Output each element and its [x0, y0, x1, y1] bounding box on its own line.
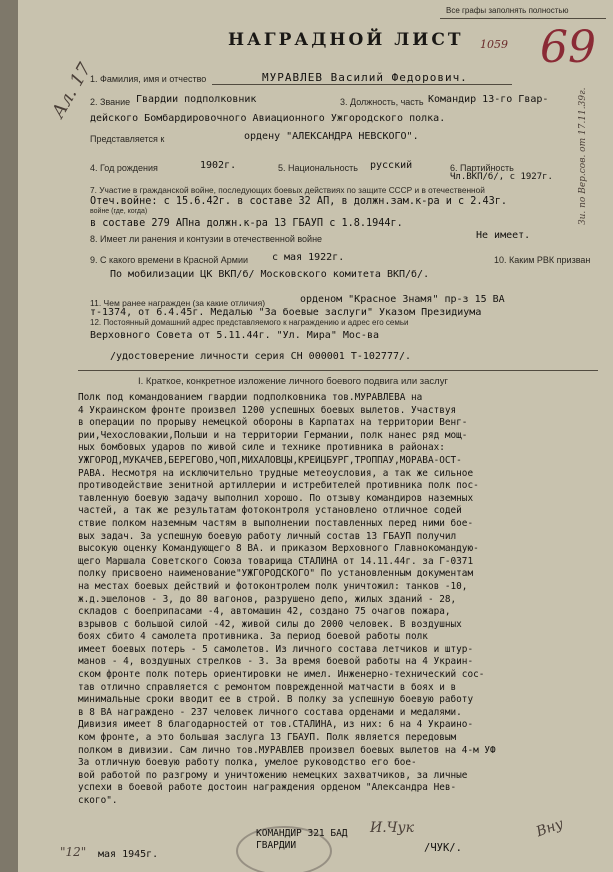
handwritten-signature: И.Чук	[370, 820, 414, 836]
document-title: НАГРАДНОЙ ЛИСТ	[228, 30, 464, 50]
body-line: взрывов с большой силой -42, живой силы до 2000 человек. В воздушных	[78, 618, 462, 630]
date-text: мая 1945г.	[98, 849, 159, 860]
body-line: тавленную боевую задачу выполнил хорошо. По отзыву командиров наземных	[78, 492, 474, 504]
feat-description	[78, 392, 598, 808]
body-line: Дивизия имеет 8 благодарностей от тов.СТАЛИНА, из них: 6 на 4 Украино-	[78, 719, 474, 731]
field-value-wounds: Не имеет.	[476, 230, 531, 241]
field-label: 11. Чем ранее награжден (за какие отличия)	[90, 298, 266, 308]
body-line: полком в дивизии. Сам лично тов.МУРАВЛЕВ произвел боевых вылетов на 4-м УФ	[78, 744, 496, 756]
field-label: 8. Имеет ли ранения и контузии в отечественной войне	[90, 234, 323, 244]
body-line: боях сбито 4 самолета противника. За период боевой работы полк	[78, 631, 428, 643]
body-line: складов с боеприпасами -4, автомашин 42, создано 75 очагов пожара,	[78, 606, 451, 618]
body-line: ского".	[78, 795, 118, 806]
date-day: "12"	[60, 845, 87, 859]
body-line: полку присвоено наименование"УЖГОРОДСКОГО" По установленным документам	[78, 568, 474, 580]
field-value-prev-awards: орденом "Красное Знамя" пр-з 15 ВА	[300, 294, 505, 305]
field-value-rank: Гвардии подполковник	[136, 94, 257, 105]
body-line: ствие полком наземным частям в выполнении поставленных перед ними бое-	[78, 517, 474, 529]
signer-name: /ЧУК/.	[424, 842, 462, 854]
field-value-position-cont: дейского Бомбардировочного Авиационного Ужгородского полка.	[90, 113, 446, 124]
margin-note-right: Зи. по Вер.сов. от 17.11.39г.	[578, 87, 588, 225]
body-line: 4 Украинском фронте произвел 1200 успешных боевых вылетов. Участвуя	[78, 404, 457, 416]
margin-note-bottom-right: Вну	[534, 815, 566, 841]
body-line: УЖГОРОД,МУКАЧЕВ,БЕРЕГОВО,ЧОП,МИХАЛОВЦЫ,КРЕЙЦБУРГ,ТРОППАУ,МОРАВА-ОСТ-	[78, 454, 462, 466]
field-label: войне (где, когда)	[90, 208, 148, 215]
field-label: Представляется к	[90, 134, 165, 144]
body-line: вой работой по разгрому и уничтожению немецких захватчиков, за личные	[78, 769, 468, 781]
margin-note-top-right: 1059	[480, 38, 508, 51]
margin-note-left: Ал. 17	[47, 59, 96, 122]
body-line: ском фронте полк потерь ориентировки не имел. Инженерно-технический сос-	[78, 669, 485, 681]
field-value-party: Чл.ВКП/б/, с 1927г.	[450, 172, 553, 182]
handwritten-number: 69	[540, 22, 596, 73]
field-label: 3. Должность, часть	[340, 97, 424, 107]
field-value-award: ордену "АЛЕКСАНДРА НЕВСКОГО".	[244, 131, 419, 142]
body-line: минимальные сроки вводит ее в строй. В полку за успешную боевую работу	[78, 694, 474, 706]
header-note: Все графы заполнять полностью	[446, 6, 569, 15]
body-line: Полк под командованием гвардии подполковника тов.МУРАВЛЕВА на	[78, 392, 423, 403]
body-line: манов - 4, воздушных стрелков - 3. За время боевой работы на 4 Украин-	[78, 656, 474, 668]
body-line: ных бомбовых ударов по живой силе и технике противника в районах:	[78, 442, 445, 454]
body-line: в 8 ВА награждено - 237 человек личного состава орденами и медалями.	[78, 706, 462, 718]
body-line: успехи в боевой работе достоин награждения орденом "Александра Нев-	[78, 782, 457, 794]
field-label: 4. Год рождения	[90, 163, 158, 173]
body-line: ком фронте, а это большая заслуга 13 ГБАУП. Полк является передовым	[78, 732, 457, 744]
field-value-nationality: русский	[370, 160, 413, 171]
body-line: в операции по прорыву немецкой обороны в Карпатах на территории Венг-	[78, 417, 468, 429]
field-value-prev-awards-cont: т-1374, от 6.4.45г. Медалью "За боевые заслуги" Указом Президиума	[90, 307, 482, 318]
section-heading: I. Краткое, конкретное изложение личного боевого подвига или заслуг	[138, 376, 448, 387]
field-value-service: Отеч.войне: с 15.6.42г. в составе 32 АП, в должн.зам.к-ра и с 2.43г.	[90, 196, 508, 207]
body-line: имеет боевых потерь - 5 самолетов. Из личного состава летчиков и штур-	[78, 643, 474, 655]
body-line: частей, а так же результатам фотоконтроля установлено отличное содей	[78, 505, 462, 517]
signer-title-2: ГВАРДИИ	[256, 840, 297, 851]
scan-edge	[0, 0, 18, 872]
body-line: РАВА. Несмотря на исключительно трудные метеоусловия, а так же сильное	[78, 467, 474, 479]
body-line: высокую оценку Командующего 8 ВА. и приказом Верховного Главнокомандую-	[78, 543, 479, 555]
field-label: 9. С какого времени в Красной Армии	[90, 255, 249, 265]
field-value-drafted: По мобилизации ЦК ВКП/б/ Московского комитета ВКП/б/.	[110, 269, 430, 280]
field-label: 7. Участие в гражданской войне, последующих боевых действиях по защите СССР и в отечественной	[90, 185, 485, 195]
field-value-address: Верховного Совета от 5.11.44г. "Ул. Мира" Мос-ва	[90, 330, 379, 341]
field-label: 1. Фамилия, имя и отчество	[90, 74, 207, 84]
field-label: 12. Постоянный домашний адрес представляемого к награждению и адрес его семьи	[90, 318, 409, 327]
field-value-name: МУРАВЛЕВ Василий Федорович.	[262, 71, 468, 84]
field-value-id: /удостоверение личности серия СН 000001 Т-102777/.	[110, 351, 412, 362]
signer-title: КОМАНДИР 321 БАД	[256, 828, 348, 839]
field-value-army-since: с мая 1922г.	[272, 252, 345, 263]
body-line: ж.д.эшелонов - 3, до 80 вагонов, разрушено депо, жилых зданий - 28,	[78, 593, 457, 605]
field-label: 6. Партийность	[450, 163, 514, 173]
field-value-birth: 1902г.	[200, 160, 237, 171]
body-line: на местах боевых действий и фотоконтролем полк уничтожил: танков -10,	[78, 580, 468, 592]
field-label: 10. Каким РВК призван	[494, 255, 591, 265]
body-line: щего Маршала Советского Союза товарища СТАЛИНА от 14.11.44г. за Г-0371	[78, 555, 474, 567]
field-value-position: Командир 13-го Гвар-	[428, 94, 549, 105]
body-line: За отличную боевую работу полка, умелое руководство его бое-	[78, 757, 417, 769]
body-line: противодействие зенитной артиллерии и истребителей противника полк пос-	[78, 480, 479, 492]
body-line: вых задач. За успешную боевую работу личный состав 13 ГБАУП получил	[78, 530, 457, 542]
body-line: тав отлично справляется с ремонтом поврежденной матчасти в боях и в	[78, 681, 457, 693]
field-label: 2. Звание	[90, 97, 131, 107]
field-label: 5. Национальность	[278, 163, 358, 173]
body-line: рии,Чехословакии,Польши и на территории Германии, полк нанес ряд мощ-	[78, 429, 468, 441]
field-value-service-cont: в составе 279 АПна должн.к-ра 13 ГБАУП с 1.8.1944г.	[90, 218, 403, 229]
